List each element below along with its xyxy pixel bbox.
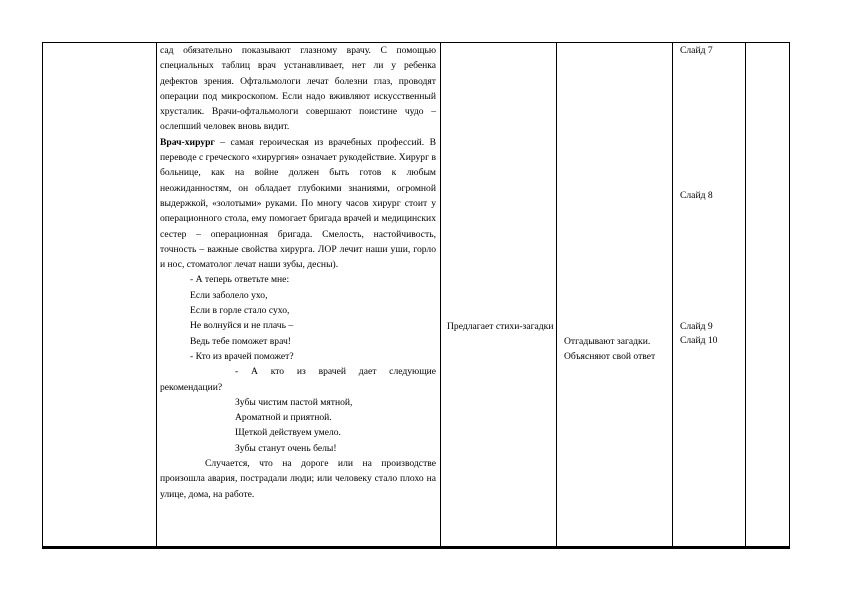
poem-line: Не волнуйся и не плачь –	[190, 320, 294, 332]
lesson-table	[42, 42, 790, 549]
table-bottom-border	[43, 546, 789, 548]
poem-line: Щеткой действуем умело.	[235, 427, 341, 439]
poem-line: Зубы станут очень белы!	[235, 442, 337, 454]
poem-line: Ведь тебе поможет врач!	[190, 335, 291, 347]
question-line: - А кто из врачей дает следующие рекомендации?	[160, 366, 436, 393]
slide-label: Слайд 9	[680, 321, 713, 332]
paragraph-accident: Случается, что на дороге или на производстве произошла авария, пострадали люди; или человеку стало плохо на улице, дома, на работе.	[160, 458, 436, 500]
column-divider	[440, 43, 441, 548]
poem-line: Если заболело ухо,	[190, 289, 268, 301]
paragraph-surgeon	[160, 135, 436, 273]
column-divider	[556, 43, 557, 548]
column-divider	[745, 43, 746, 548]
teacher-activity-cell: Предлагает стихи-загадки	[447, 321, 554, 332]
question-line: - А теперь ответьте мне:	[190, 274, 290, 286]
poem-line: Зубы чистим пастой мятной,	[235, 396, 353, 408]
column-divider	[672, 43, 673, 548]
lesson-content-cell	[160, 43, 436, 502]
student-activity-cell: Отгадывают загадки. Объясняют свой ответ	[564, 336, 656, 363]
question-line: - Кто из врачей поможет?	[190, 350, 294, 362]
paragraph-ophthalmologist: сад обязательно показывают глазному врачу. С помощью специальных таблиц врач устанавливает, нет ли у ребенка дефектов зрения. Офтальмологи лечат болезни глаз, проводят операции под микроскопом. Если надо вживляют искусственный хрусталик. Врачи-офтальмологи совершают поистине чудо – ослепший человек вновь видит.	[160, 45, 436, 133]
slide-label: Слайд 7	[680, 45, 713, 56]
slide-label: Слайд 10	[680, 335, 718, 346]
slide-label: Слайд 8	[680, 190, 713, 201]
surgeon-description: – самая героическая из врачебных профессий. В переводе с греческого «хирургия» означает рукодействие. Хирург в больнице, как на войне должен быть готов к любым неожиданностям, он обладает глубокими знаниями, огромной выдержкой, «золотыми» руками. По многу часов хирург стоит у операционного стола, ему помогает бригада врачей и медицинских сестер – операционная бригада. Смелость, настойчивость, точность – важные свойства хирурга. ЛОР лечит наши уши, горло и нос, стоматолог лечат наши зубы, десны).	[160, 136, 436, 271]
poem-line: Если в горле стало сухо,	[190, 305, 290, 317]
surgeon-term: Врач-хирург	[160, 136, 215, 148]
column-divider	[156, 43, 157, 548]
poem-line: Ароматной и приятной.	[235, 412, 332, 424]
